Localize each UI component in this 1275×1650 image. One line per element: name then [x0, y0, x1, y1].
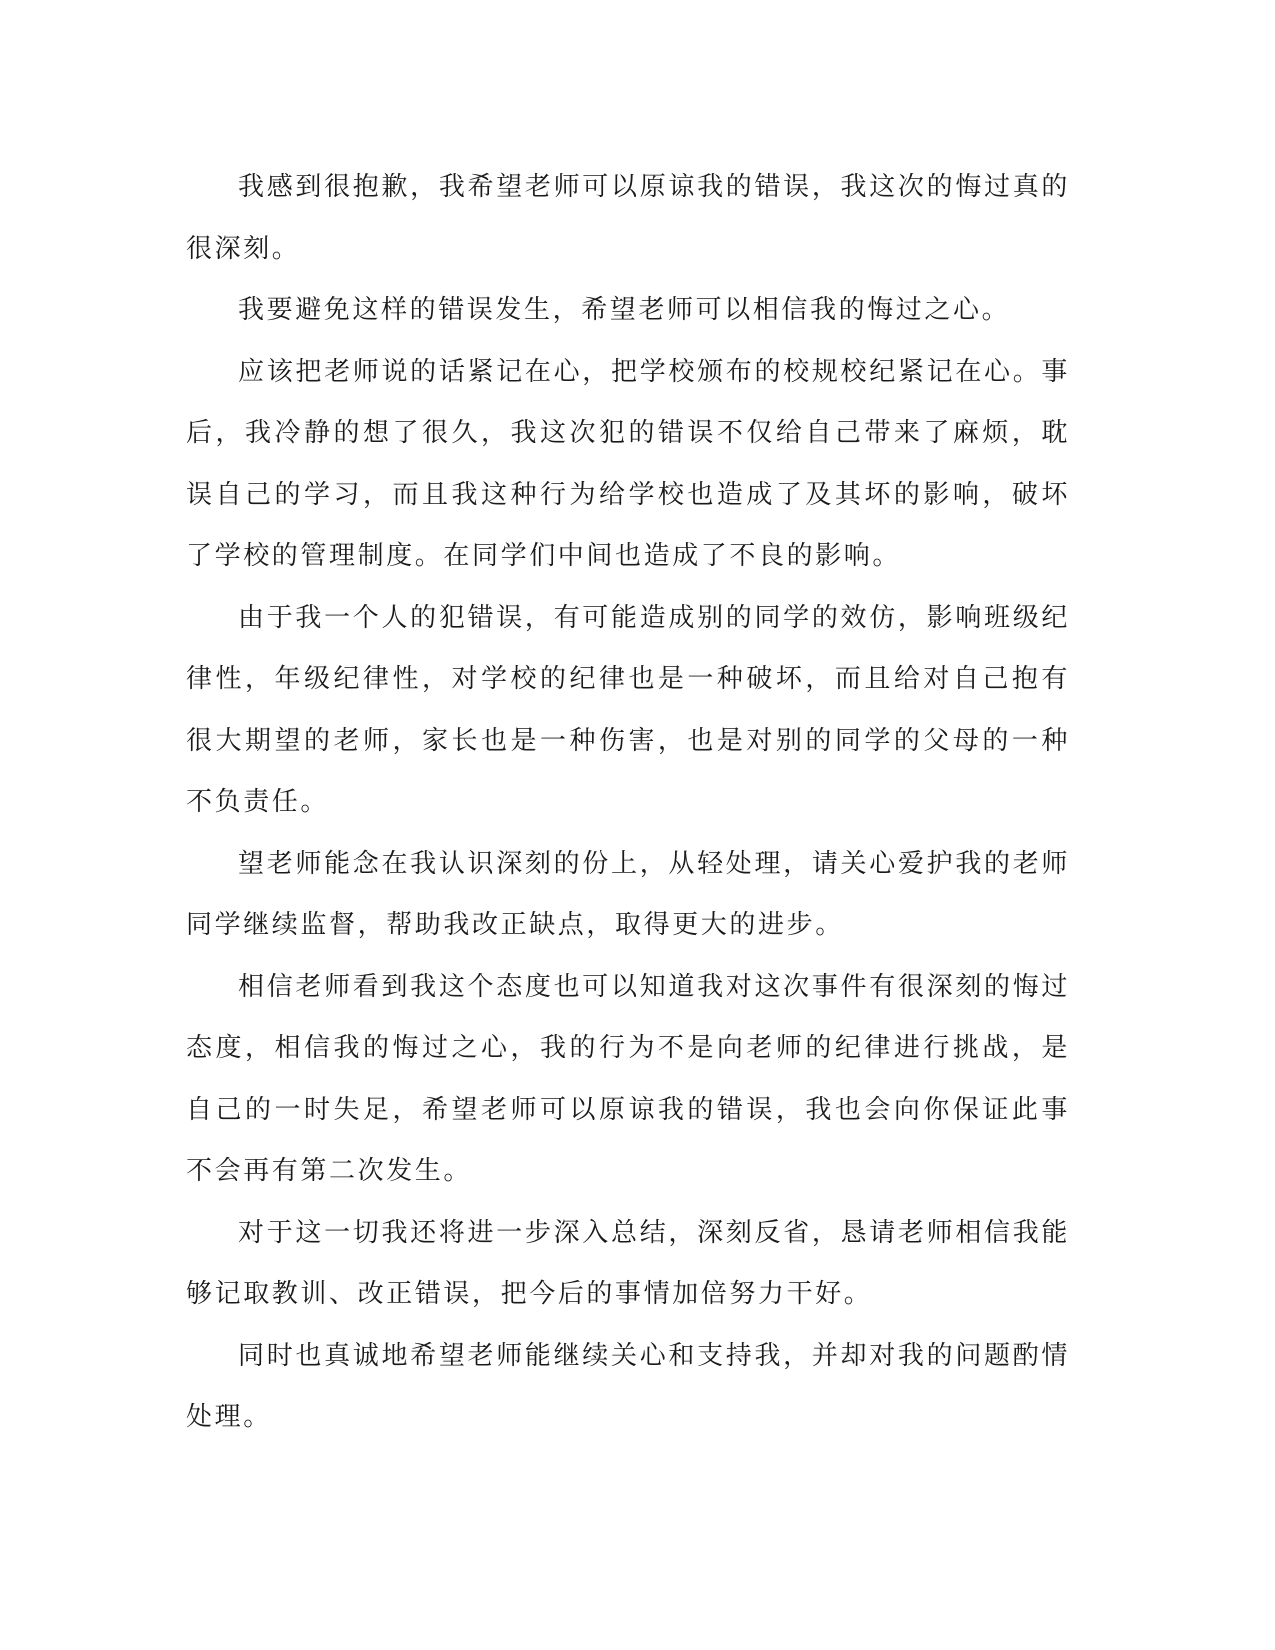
paragraph: 应该把老师说的话紧记在心，把学校颁布的校规校纪紧记在心。事后，我冷静的想了很久，我这次犯的错误不仅给自己带来了麻烦，耽误自己的学习，而且我这种行为给学校也造成了及其坏的影响，破坏了学校的管理制度。在同学们中间也造成了不良的影响。	[186, 356, 1070, 571]
paragraph: 我感到很抱歉，我希望老师可以原谅我的错误，我这次的悔过真的很深刻。	[186, 172, 1070, 264]
document-body	[186, 157, 1070, 1449]
paragraph: 望老师能念在我认识深刻的份上，从轻处理，请关心爱护我的老师同学继续监督，帮助我改正缺点，取得更大的进步。	[186, 848, 1070, 940]
paragraph: 对于这一切我还将进一步深入总结，深刻反省，恳请老师相信我能够记取教训、改正错误，把今后的事情加倍努力干好。	[186, 1217, 1070, 1309]
paragraph: 同时也真诚地希望老师能继续关心和支持我，并却对我的问题酌情处理。	[186, 1340, 1070, 1432]
paragraph: 相信老师看到我这个态度也可以知道我对这次事件有很深刻的悔过态度，相信我的悔过之心，我的行为不是向老师的纪律进行挑战，是自己的一时失足，希望老师可以原谅我的错误，我也会向你保证此事不会再有第二次发生。	[186, 971, 1070, 1186]
paragraph: 我要避免这样的错误发生，希望老师可以相信我的悔过之心。	[238, 295, 1011, 325]
paragraph: 由于我一个人的犯错误，有可能造成别的同学的效仿，影响班级纪律性，年级纪律性，对学校的纪律也是一种破坏，而且给对自己抱有很大期望的老师，家长也是一种伤害，也是对别的同学的父母的一种不负责任。	[186, 602, 1070, 817]
